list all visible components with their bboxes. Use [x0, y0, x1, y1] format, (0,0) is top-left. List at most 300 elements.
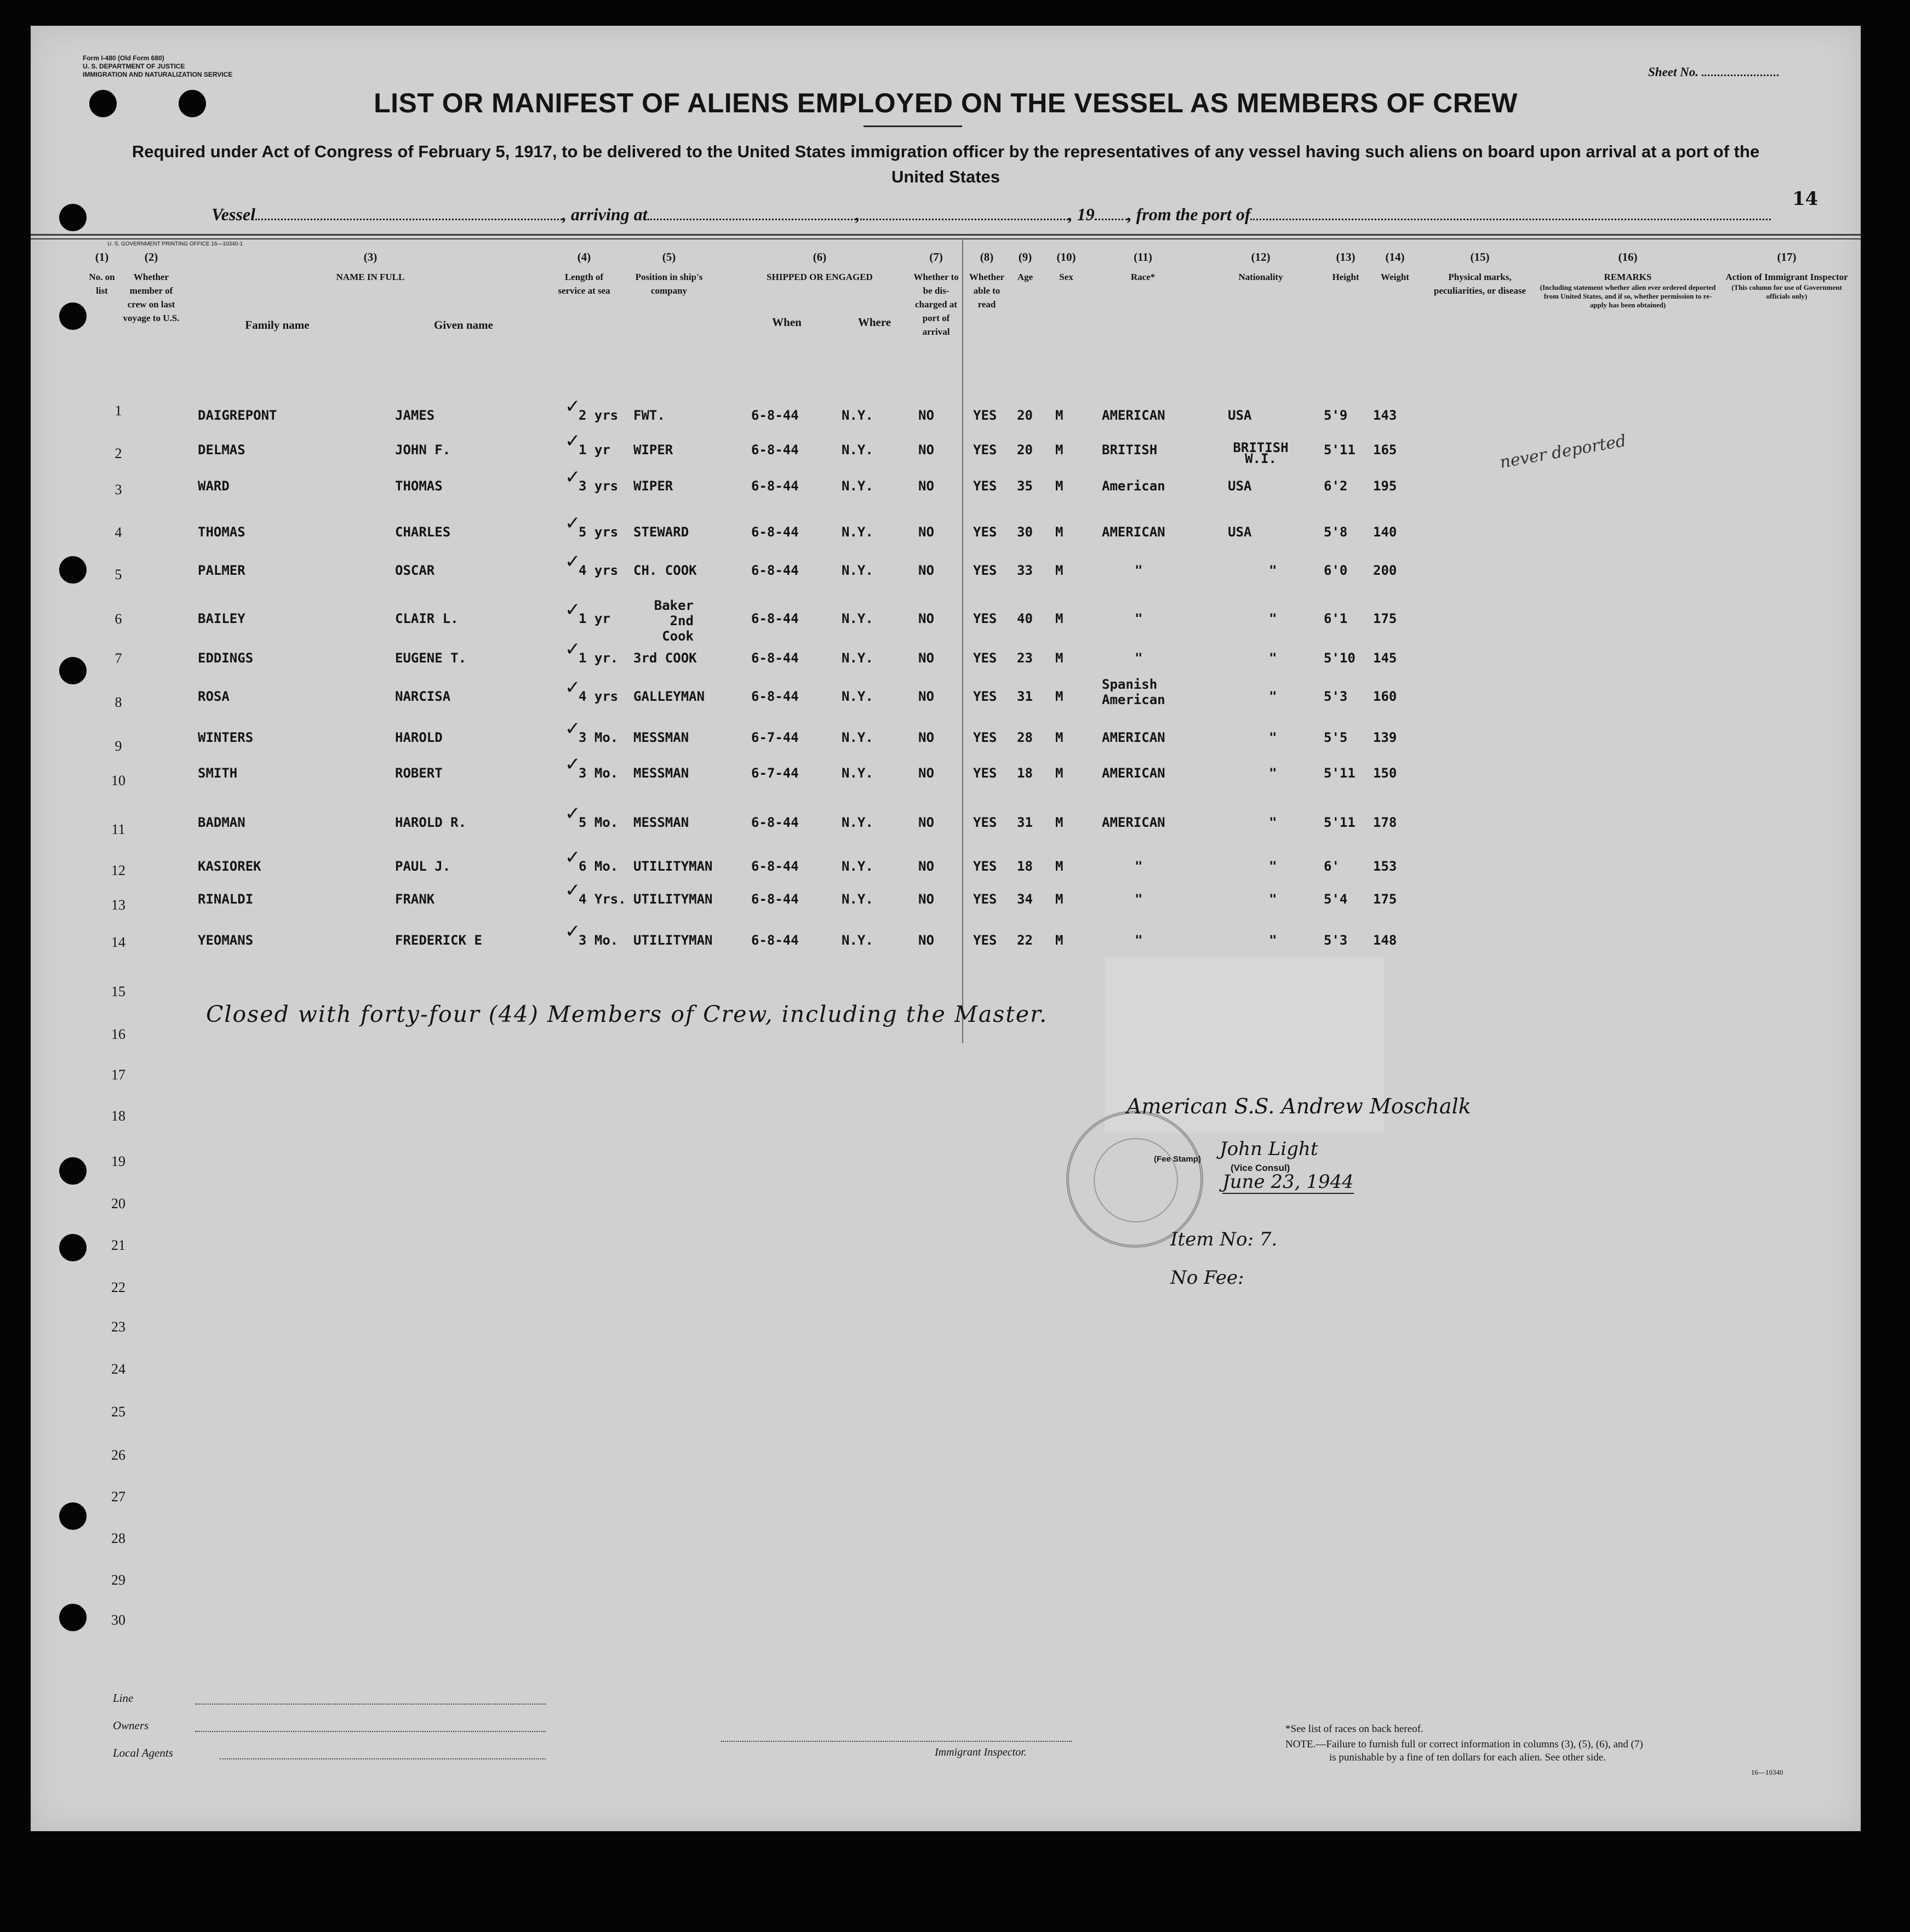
given-name-cell: EUGENE T. [395, 650, 467, 666]
title-rule [863, 125, 962, 127]
family-name-cell: DAIGREPONT [198, 408, 277, 423]
height-cell: 5'4 [1324, 891, 1348, 907]
nationality-cell: " [1269, 611, 1277, 626]
when-header: When [772, 316, 802, 329]
height-cell: 6'2 [1324, 478, 1348, 494]
nationality-cell: " [1269, 891, 1277, 907]
col-nationality-header: (12) Nationality [1238, 250, 1283, 282]
age-cell: 40 [1017, 611, 1033, 626]
family-name-cell: THOMAS [198, 524, 245, 540]
row-number: 14 [111, 934, 125, 950]
footer-line-field [195, 1704, 546, 1705]
discharged-cell: NO [918, 524, 934, 540]
row-number: 1 [115, 403, 122, 419]
header-rule [31, 234, 1861, 236]
row-number: 13 [111, 897, 125, 913]
sex-cell: M [1055, 408, 1063, 423]
age-cell: 30 [1017, 524, 1033, 540]
shipped-where-cell: N.Y. [842, 563, 873, 578]
weight-cell: 160 [1373, 689, 1397, 704]
col-height-header: (13) Height [1332, 250, 1359, 282]
age-cell: 20 [1017, 442, 1033, 458]
age-cell: 22 [1017, 933, 1033, 948]
endorsement-date: June 23, 1944 [1222, 1171, 1354, 1193]
able-to-read-cell: YES [973, 765, 997, 781]
family-name-cell: YEOMANS [198, 933, 254, 948]
age-cell: 35 [1017, 478, 1033, 494]
discharged-cell: NO [918, 478, 934, 494]
row-number: 15 [111, 984, 125, 999]
row-number: 17 [111, 1067, 125, 1083]
position-cell: FWT. [633, 408, 665, 423]
weight-cell: 150 [1373, 765, 1397, 781]
weight-cell: 145 [1373, 650, 1397, 666]
position-cell: MESSMAN [633, 730, 689, 745]
row-number: 21 [111, 1237, 125, 1253]
family-name-cell: PALMER [198, 563, 245, 578]
given-name-cell: FREDERICK E [395, 933, 482, 948]
sex-cell: M [1055, 478, 1063, 494]
punch-hole [59, 1157, 87, 1185]
punch-hole [59, 302, 87, 330]
remark-note: never deported [1498, 431, 1628, 472]
family-name-cell: KASIOREK [198, 859, 261, 874]
col-discharged-header: (7) Whether to be dis-charged at port of arrival [913, 250, 959, 337]
shipped-when-cell: 6-7-44 [751, 765, 799, 781]
age-cell: 28 [1017, 730, 1033, 745]
height-cell: 5'10 [1324, 650, 1356, 666]
col-service-header: (4) Length of service at sea [558, 250, 610, 296]
race-cell: AMERICAN [1102, 408, 1165, 423]
row-number: 19 [111, 1153, 125, 1169]
height-cell: 6'0 [1324, 563, 1348, 578]
weight-cell: 195 [1373, 478, 1397, 494]
height-cell: 5'9 [1324, 408, 1348, 423]
punch-hole [59, 1502, 87, 1530]
footer-agents-field [220, 1758, 546, 1759]
age-cell: 18 [1017, 765, 1033, 781]
able-to-read-cell: YES [973, 408, 997, 423]
shipped-where-cell: N.Y. [842, 859, 873, 874]
nationality-cell: " [1269, 859, 1277, 874]
check-mark-icon: ✓ [565, 396, 581, 418]
given-name-cell: THOMAS [395, 478, 443, 494]
row-number: 12 [111, 862, 125, 878]
position-cell: UTILITYMAN [633, 933, 713, 948]
sex-cell: M [1055, 524, 1063, 540]
discharged-cell: NO [918, 891, 934, 907]
sex-cell: M [1055, 891, 1063, 907]
check-mark-icon: ✓ [565, 753, 581, 775]
age-cell: 31 [1017, 815, 1033, 830]
height-cell: 5'3 [1324, 933, 1348, 948]
sex-cell: M [1055, 859, 1063, 874]
punch-hole [59, 1234, 87, 1261]
row-number: 5 [115, 567, 122, 582]
check-mark-icon: ✓ [565, 551, 581, 573]
header-rule [31, 238, 1861, 239]
age-cell: 18 [1017, 859, 1033, 874]
able-to-read-cell: YES [973, 689, 997, 704]
nationality-cell: USA [1228, 408, 1252, 423]
inspector-label: Immigrant Inspector. [935, 1746, 1027, 1758]
fee-note: No Fee: [1170, 1267, 1244, 1289]
row-number: 27 [111, 1489, 125, 1505]
nationality-cell: " [1269, 815, 1277, 830]
nationality-cell: " [1269, 650, 1277, 666]
shipped-where-cell: N.Y. [842, 650, 873, 666]
service-cell: 2 yrs [579, 408, 619, 423]
item-number: Item No: 7. [1170, 1228, 1278, 1250]
row-number: 6 [115, 611, 122, 627]
given-name-cell: JAMES [395, 408, 435, 423]
col-action-header: (17) Action of Immigrant Inspector (This column for use of Government officials only) [1725, 250, 1848, 300]
able-to-read-cell: YES [973, 442, 997, 458]
family-name-cell: RINALDI [198, 891, 254, 907]
service-cell: 1 yr [579, 442, 610, 458]
penalty-note-2: is punishable by a fine of ten dollars for each alien. See other side. [1329, 1752, 1606, 1763]
race-cell: AMERICAN [1102, 730, 1165, 745]
discharged-cell: NO [918, 859, 934, 874]
discharged-cell: NO [918, 563, 934, 578]
consular-seal [1066, 1111, 1203, 1248]
discharged-cell: NO [918, 408, 934, 423]
col-race-header: (11) Race* [1130, 250, 1156, 282]
check-mark-icon: ✓ [565, 677, 581, 699]
able-to-read-cell: YES [973, 611, 997, 626]
shipped-when-cell: 6-8-44 [751, 408, 799, 423]
discharged-cell: NO [918, 730, 934, 745]
discharged-cell: NO [918, 815, 934, 830]
position-cell: GALLEYMAN [633, 689, 705, 704]
able-to-read-cell: YES [973, 891, 997, 907]
race-cell: Spanish American [1102, 677, 1165, 707]
shipped-when-cell: 6-8-44 [751, 611, 799, 626]
position-cell: CH. COOK [633, 563, 697, 578]
position-cell: 3rd COOK [633, 650, 697, 666]
check-mark-icon: ✓ [565, 921, 581, 942]
given-name-cell: JOHN F. [395, 442, 451, 458]
age-cell: 23 [1017, 650, 1033, 666]
shipped-where-cell: N.Y. [842, 891, 873, 907]
row-number: 30 [111, 1612, 125, 1628]
row-number: 18 [111, 1108, 125, 1124]
position-cell: STEWARD [633, 524, 689, 540]
shipped-where-cell: N.Y. [842, 408, 873, 423]
race-cell: " [1135, 611, 1143, 626]
weight-cell: 175 [1373, 611, 1397, 626]
race-cell: AMERICAN [1102, 765, 1165, 781]
col-age-header: (9) Age [1017, 250, 1033, 282]
position-cell: UTILITYMAN [633, 859, 713, 874]
given-name-cell: OSCAR [395, 563, 435, 578]
row-number: 3 [115, 482, 122, 498]
row-number: 23 [111, 1319, 125, 1335]
race-note: *See list of races on back hereof. [1285, 1723, 1423, 1735]
height-cell: 5'11 [1324, 765, 1356, 781]
shipped-when-cell: 6-8-44 [751, 442, 799, 458]
punch-hole [59, 556, 87, 584]
position-cell: WIPER [633, 442, 673, 458]
shipped-when-cell: 6-8-44 [751, 650, 799, 666]
given-name-cell: PAUL J. [395, 859, 451, 874]
race-cell: " [1135, 563, 1143, 578]
sex-cell: M [1055, 611, 1063, 626]
height-cell: 5'3 [1324, 689, 1348, 704]
race-cell: " [1135, 859, 1143, 874]
inspector-signature-line [721, 1741, 1072, 1742]
given-name-cell: CHARLES [395, 524, 451, 540]
weight-cell: 139 [1373, 730, 1397, 745]
shipped-where-cell: N.Y. [842, 442, 873, 458]
service-cell: 1 yr [579, 611, 610, 626]
family-name-cell: ROSA [198, 689, 230, 704]
form-code: 16—10340 [1751, 1768, 1783, 1776]
row-number: 4 [115, 524, 122, 540]
able-to-read-cell: YES [973, 815, 997, 830]
col-position-header: (5) Position in ship's company [635, 250, 703, 296]
able-to-read-cell: YES [973, 524, 997, 540]
discharged-cell: NO [918, 442, 934, 458]
family-name-cell: EDDINGS [198, 650, 254, 666]
check-mark-icon: ✓ [565, 599, 581, 621]
age-cell: 31 [1017, 689, 1033, 704]
col-sex-header: (10) Sex [1056, 250, 1076, 282]
given-name-cell: ROBERT [395, 765, 443, 781]
family-name-header: Family name [245, 318, 310, 331]
service-cell: 4 Yrs. [579, 891, 626, 907]
service-cell: 3 Mo. [579, 730, 619, 745]
row-number: 20 [111, 1196, 125, 1211]
age-cell: 34 [1017, 891, 1033, 907]
given-name-cell: HAROLD R. [395, 815, 467, 830]
col-no-header: (1) No. on list [89, 250, 115, 296]
row-number: 11 [111, 821, 125, 837]
shipped-when-cell: 6-8-44 [751, 689, 799, 704]
weight-cell: 200 [1373, 563, 1397, 578]
weight-cell: 143 [1373, 408, 1397, 423]
shipped-where-cell: N.Y. [842, 765, 873, 781]
row-number: 9 [115, 738, 122, 754]
row-number: 10 [111, 773, 125, 788]
page-title: LIST OR MANIFEST OF ALIENS EMPLOYED ON THE VESSEL AS MEMBERS OF CREW [374, 88, 1518, 118]
row-number: 24 [111, 1361, 125, 1377]
position-cell: MESSMAN [633, 815, 689, 830]
age-cell: 33 [1017, 563, 1033, 578]
race-cell: AMERICAN [1102, 815, 1165, 830]
position-cell: Baker 2nd Cook [654, 598, 694, 644]
sex-cell: M [1055, 689, 1063, 704]
shipped-when-cell: 6-7-44 [751, 730, 799, 745]
row-number: 22 [111, 1279, 125, 1295]
shipped-where-cell: N.Y. [842, 689, 873, 704]
shipped-where-cell: N.Y. [842, 524, 873, 540]
service-cell: 4 yrs [579, 689, 619, 704]
given-name-cell: HAROLD [395, 730, 443, 745]
manifest-sheet [31, 26, 1861, 1831]
position-cell: MESSMAN [633, 765, 689, 781]
discharged-cell: NO [918, 689, 934, 704]
discharged-cell: NO [918, 611, 934, 626]
weight-cell: 175 [1373, 891, 1397, 907]
nationality-cell: " [1269, 689, 1277, 704]
race-cell: " [1135, 650, 1143, 666]
able-to-read-cell: YES [973, 563, 997, 578]
weight-cell: 178 [1373, 815, 1397, 830]
corner-mark: 14 [1792, 188, 1818, 210]
weight-cell: 148 [1373, 933, 1397, 948]
form-identifier: Form I-480 (Old Form 680) U. S. DEPARTMENT OF JUSTICE IMMIGRATION AND NATURALIZATION SERVICE [83, 54, 233, 78]
able-to-read-cell: YES [973, 650, 997, 666]
row-number: 29 [111, 1572, 125, 1588]
where-header: Where [857, 316, 891, 329]
shipped-when-cell: 6-8-44 [751, 563, 799, 578]
given-name-cell: FRANK [395, 891, 435, 907]
footer-owners-label: Owners [113, 1719, 149, 1732]
page-subtitle: Required under Act of Congress of February 5, 1917, to be delivered to the United States immigration officer by the representatives of any vessel having such aliens on board upon arrival at a port of the United States [131, 142, 1760, 186]
height-cell: 6'1 [1324, 611, 1348, 626]
position-cell: WIPER [633, 478, 673, 494]
height-cell: 6' [1324, 859, 1340, 874]
race-cell: American [1102, 478, 1165, 494]
discharged-cell: NO [918, 933, 934, 948]
age-cell: 20 [1017, 408, 1033, 423]
nationality-cell: " [1269, 765, 1277, 781]
height-cell: 5'5 [1324, 730, 1348, 745]
weight-cell: 140 [1373, 524, 1397, 540]
nationality-cell: USA [1228, 478, 1252, 494]
sex-cell: M [1055, 815, 1063, 830]
shipped-where-cell: N.Y. [842, 730, 873, 745]
row-number: 26 [111, 1447, 125, 1463]
race-cell: " [1135, 891, 1143, 907]
family-name-cell: DELMAS [198, 442, 245, 458]
service-cell: 6 Mo. [579, 859, 619, 874]
able-to-read-cell: YES [973, 859, 997, 874]
sex-cell: M [1055, 442, 1063, 458]
check-mark-icon: ✓ [565, 430, 581, 452]
check-mark-icon: ✓ [565, 847, 581, 868]
nationality-cell: " [1269, 730, 1277, 745]
height-cell: 5'11 [1324, 815, 1356, 830]
footer-owners-field [195, 1731, 546, 1732]
shipped-where-cell: N.Y. [842, 815, 873, 830]
shipped-where-cell: N.Y. [842, 478, 873, 494]
punch-hole [59, 657, 87, 684]
row-number: 16 [111, 1026, 125, 1042]
penalty-note: NOTE.—Failure to furnish full or correct information in columns (3), (5), (6), and (7) [1285, 1739, 1643, 1750]
given-name-header: Given name [434, 318, 493, 331]
service-cell: 3 yrs [579, 478, 619, 494]
sex-cell: M [1055, 933, 1063, 948]
race-cell: BRITISH [1102, 442, 1158, 458]
sheet-number: Sheet No. [1648, 65, 1779, 79]
col-shipped-header: (6) SHIPPED OR ENGAGED [767, 250, 873, 282]
service-cell: 3 Mo. [579, 765, 619, 781]
col-name-header: (3) NAME IN FULL [336, 250, 405, 282]
printer-line: U. S. GOVERNMENT PRINTING OFFICE 16—10340-1 [107, 241, 243, 247]
check-mark-icon: ✓ [565, 466, 581, 488]
given-name-cell: NARCISA [395, 689, 451, 704]
able-to-read-cell: YES [973, 730, 997, 745]
weight-cell: 165 [1373, 442, 1397, 458]
nationality-cell: " [1269, 933, 1277, 948]
footer-line-label: Line [113, 1691, 134, 1705]
race-cell: " [1135, 933, 1143, 948]
family-name-cell: BAILEY [198, 611, 245, 626]
vessel-line: Vessel , arriving at , , 19 , from the port of [211, 204, 1771, 225]
col-crew-header: (2) Whether member of crew on last voyage to U.S. [123, 250, 180, 323]
shipped-where-cell: N.Y. [842, 933, 873, 948]
vice-consul-label: (Vice Consul) [1231, 1163, 1290, 1173]
check-mark-icon: ✓ [565, 512, 581, 534]
family-name-cell: SMITH [198, 765, 238, 781]
col-weight-header: (14) Weight [1381, 250, 1409, 282]
shipped-when-cell: 6-8-44 [751, 815, 799, 830]
check-mark-icon: ✓ [565, 638, 581, 660]
shipped-where-cell: N.Y. [842, 611, 873, 626]
service-cell: 5 Mo. [579, 815, 619, 830]
row-number: 7 [115, 650, 122, 666]
col-physical-header: (15) Physical marks, peculiarities, or disease [1433, 250, 1526, 296]
column-divider [962, 238, 963, 1043]
col-remarks-header: (16) REMARKS (Including statement whether alien ever ordered deported from United States, and if so, whether permission to re-apply has been obtained) [1540, 250, 1716, 309]
row-number: 8 [115, 694, 122, 710]
sex-cell: M [1055, 765, 1063, 781]
shipped-when-cell: 6-8-44 [751, 478, 799, 494]
shipped-when-cell: 6-8-44 [751, 524, 799, 540]
punch-hole [59, 204, 87, 231]
shipped-when-cell: 6-8-44 [751, 859, 799, 874]
family-name-cell: WARD [198, 478, 230, 494]
row-number: 28 [111, 1530, 125, 1546]
row-number: 25 [111, 1404, 125, 1420]
discharged-cell: NO [918, 765, 934, 781]
service-cell: 4 yrs [579, 563, 619, 578]
family-name-cell: BADMAN [198, 815, 245, 830]
height-cell: 5'8 [1324, 524, 1348, 540]
position-cell: UTILITYMAN [633, 891, 713, 907]
able-to-read-cell: YES [973, 478, 997, 494]
nationality-cell: USA [1228, 524, 1252, 540]
able-to-read-cell: YES [973, 933, 997, 948]
punch-hole [59, 1604, 87, 1631]
sex-cell: M [1055, 730, 1063, 745]
service-cell: 3 Mo. [579, 933, 619, 948]
discharged-cell: NO [918, 650, 934, 666]
closing-note: Closed with forty-four (44) Members of Crew, including the Master. [206, 1001, 1048, 1027]
endorsement-vessel: American S.S. Andrew Moschalk [1126, 1094, 1471, 1118]
race-cell: AMERICAN [1102, 524, 1165, 540]
nationality-cell: BRITISH W.I. [1233, 440, 1289, 466]
family-name-cell: WINTERS [198, 730, 254, 745]
fee-stamp-label: (Fee Stamp) [1154, 1154, 1201, 1164]
service-cell: 5 yrs [579, 524, 619, 540]
height-cell: 5'11 [1324, 442, 1356, 458]
sex-cell: M [1055, 650, 1063, 666]
weight-cell: 153 [1373, 859, 1397, 874]
service-cell: 1 yr. [579, 650, 619, 666]
check-mark-icon: ✓ [565, 718, 581, 740]
row-number: 2 [115, 445, 122, 461]
shipped-when-cell: 6-8-44 [751, 933, 799, 948]
check-mark-icon: ✓ [565, 803, 581, 825]
shipped-when-cell: 6-8-44 [751, 891, 799, 907]
check-mark-icon: ✓ [565, 879, 581, 901]
sex-cell: M [1055, 563, 1063, 578]
nationality-cell: " [1269, 563, 1277, 578]
given-name-cell: CLAIR L. [395, 611, 459, 626]
